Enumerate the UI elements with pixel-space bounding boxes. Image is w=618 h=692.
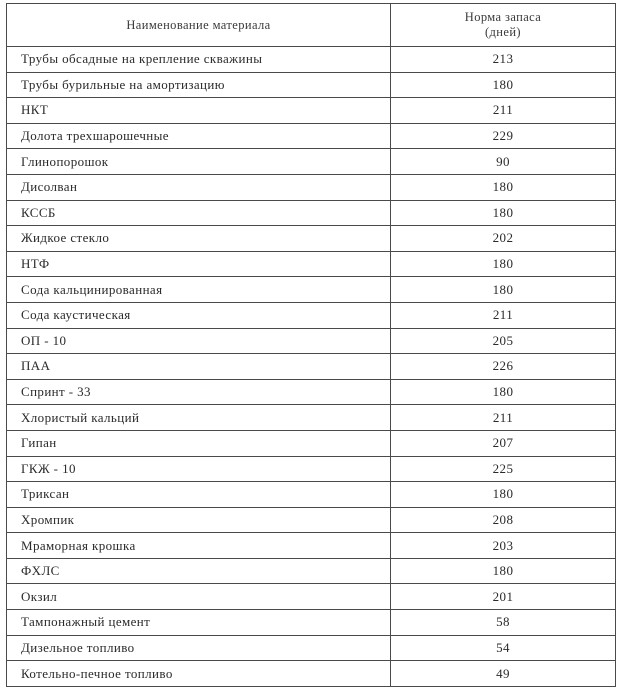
table-row: [7, 200, 616, 226]
material-name-cell: ФХЛС: [7, 558, 391, 584]
table-row: [7, 226, 616, 252]
material-name-cell: Дизельное топливо: [7, 635, 391, 661]
stock-norm-cell: 180: [391, 379, 616, 405]
stock-norm-cell: 180: [391, 558, 616, 584]
material-name-cell: ГКЖ - 10: [7, 456, 391, 482]
material-name-cell: НКТ: [7, 98, 391, 124]
material-name-cell: Долота трехшарошечные: [7, 123, 391, 149]
header-stock-norm-line2: (дней): [484, 25, 521, 39]
table-row: [7, 72, 616, 98]
stock-norm-cell: 201: [391, 584, 616, 610]
stock-norm-cell: 180: [391, 251, 616, 277]
table-row: [7, 47, 616, 73]
table-row: [7, 533, 616, 559]
stock-norm-cell: 205: [391, 328, 616, 354]
stock-norm-cell: 58: [391, 610, 616, 636]
table-row: [7, 482, 616, 508]
material-name-cell: Триксан: [7, 482, 391, 508]
material-name-cell: Хромпик: [7, 507, 391, 533]
stock-norm-cell: 203: [391, 533, 616, 559]
stock-norm-cell: 211: [391, 98, 616, 124]
material-name-cell: Сода кальцинированная: [7, 277, 391, 303]
stock-norm-cell: 54: [391, 635, 616, 661]
table-body: [7, 47, 616, 687]
table-row: [7, 430, 616, 456]
stock-norm-cell: 90: [391, 149, 616, 175]
stock-norm-cell: 207: [391, 430, 616, 456]
stock-norm-cell: 213: [391, 47, 616, 73]
table-row: [7, 98, 616, 124]
material-name-cell: Окзил: [7, 584, 391, 610]
table-row: [7, 610, 616, 636]
stock-norm-cell: 180: [391, 200, 616, 226]
table-row: [7, 584, 616, 610]
material-name-cell: НТФ: [7, 251, 391, 277]
table-row: [7, 251, 616, 277]
table-row: [7, 379, 616, 405]
material-name-cell: Сода каустическая: [7, 302, 391, 328]
table-row: [7, 328, 616, 354]
table-row: [7, 661, 616, 687]
material-name-cell: ПАА: [7, 354, 391, 380]
material-name-cell: Хлористый кальций: [7, 405, 391, 431]
material-name-cell: Трубы бурильные на амортизацию: [7, 72, 391, 98]
material-name-cell: Дисолван: [7, 174, 391, 200]
table-row: [7, 277, 616, 303]
stock-norm-cell: 180: [391, 277, 616, 303]
stock-norm-cell: 225: [391, 456, 616, 482]
table-row: [7, 456, 616, 482]
table-row: [7, 635, 616, 661]
header-stock-norm: [391, 4, 616, 47]
stock-norm-cell: 208: [391, 507, 616, 533]
table-row: [7, 302, 616, 328]
stock-norm-cell: 180: [391, 174, 616, 200]
material-name-cell: Жидкое стекло: [7, 226, 391, 252]
materials-stock-table: [6, 3, 616, 687]
stock-norm-cell: 202: [391, 226, 616, 252]
material-name-cell: Котельно-печное топливо: [7, 661, 391, 687]
table-row: [7, 174, 616, 200]
stock-norm-cell: 226: [391, 354, 616, 380]
table-row: [7, 558, 616, 584]
material-name-cell: ОП - 10: [7, 328, 391, 354]
header-stock-norm-line1: Норма запаса: [464, 10, 542, 24]
stock-norm-cell: 180: [391, 72, 616, 98]
material-name-cell: Мраморная крошка: [7, 533, 391, 559]
material-name-cell: Трубы обсадные на крепление скважины: [7, 47, 391, 73]
material-name-cell: КССБ: [7, 200, 391, 226]
table-row: [7, 123, 616, 149]
table-row: [7, 354, 616, 380]
stock-norm-cell: 229: [391, 123, 616, 149]
stock-norm-cell: 180: [391, 482, 616, 508]
stock-norm-cell: 211: [391, 405, 616, 431]
material-name-cell: Гипан: [7, 430, 391, 456]
material-name-cell: Глинопорошок: [7, 149, 391, 175]
material-name-cell: Тампонажный цемент: [7, 610, 391, 636]
table-row: [7, 149, 616, 175]
stock-norm-cell: 49: [391, 661, 616, 687]
table-header-row: [7, 4, 616, 47]
material-name-cell: Спринт - 33: [7, 379, 391, 405]
stock-norm-cell: 211: [391, 302, 616, 328]
table-row: [7, 507, 616, 533]
table-row: [7, 405, 616, 431]
header-material-name: Наименование материала: [7, 4, 391, 47]
